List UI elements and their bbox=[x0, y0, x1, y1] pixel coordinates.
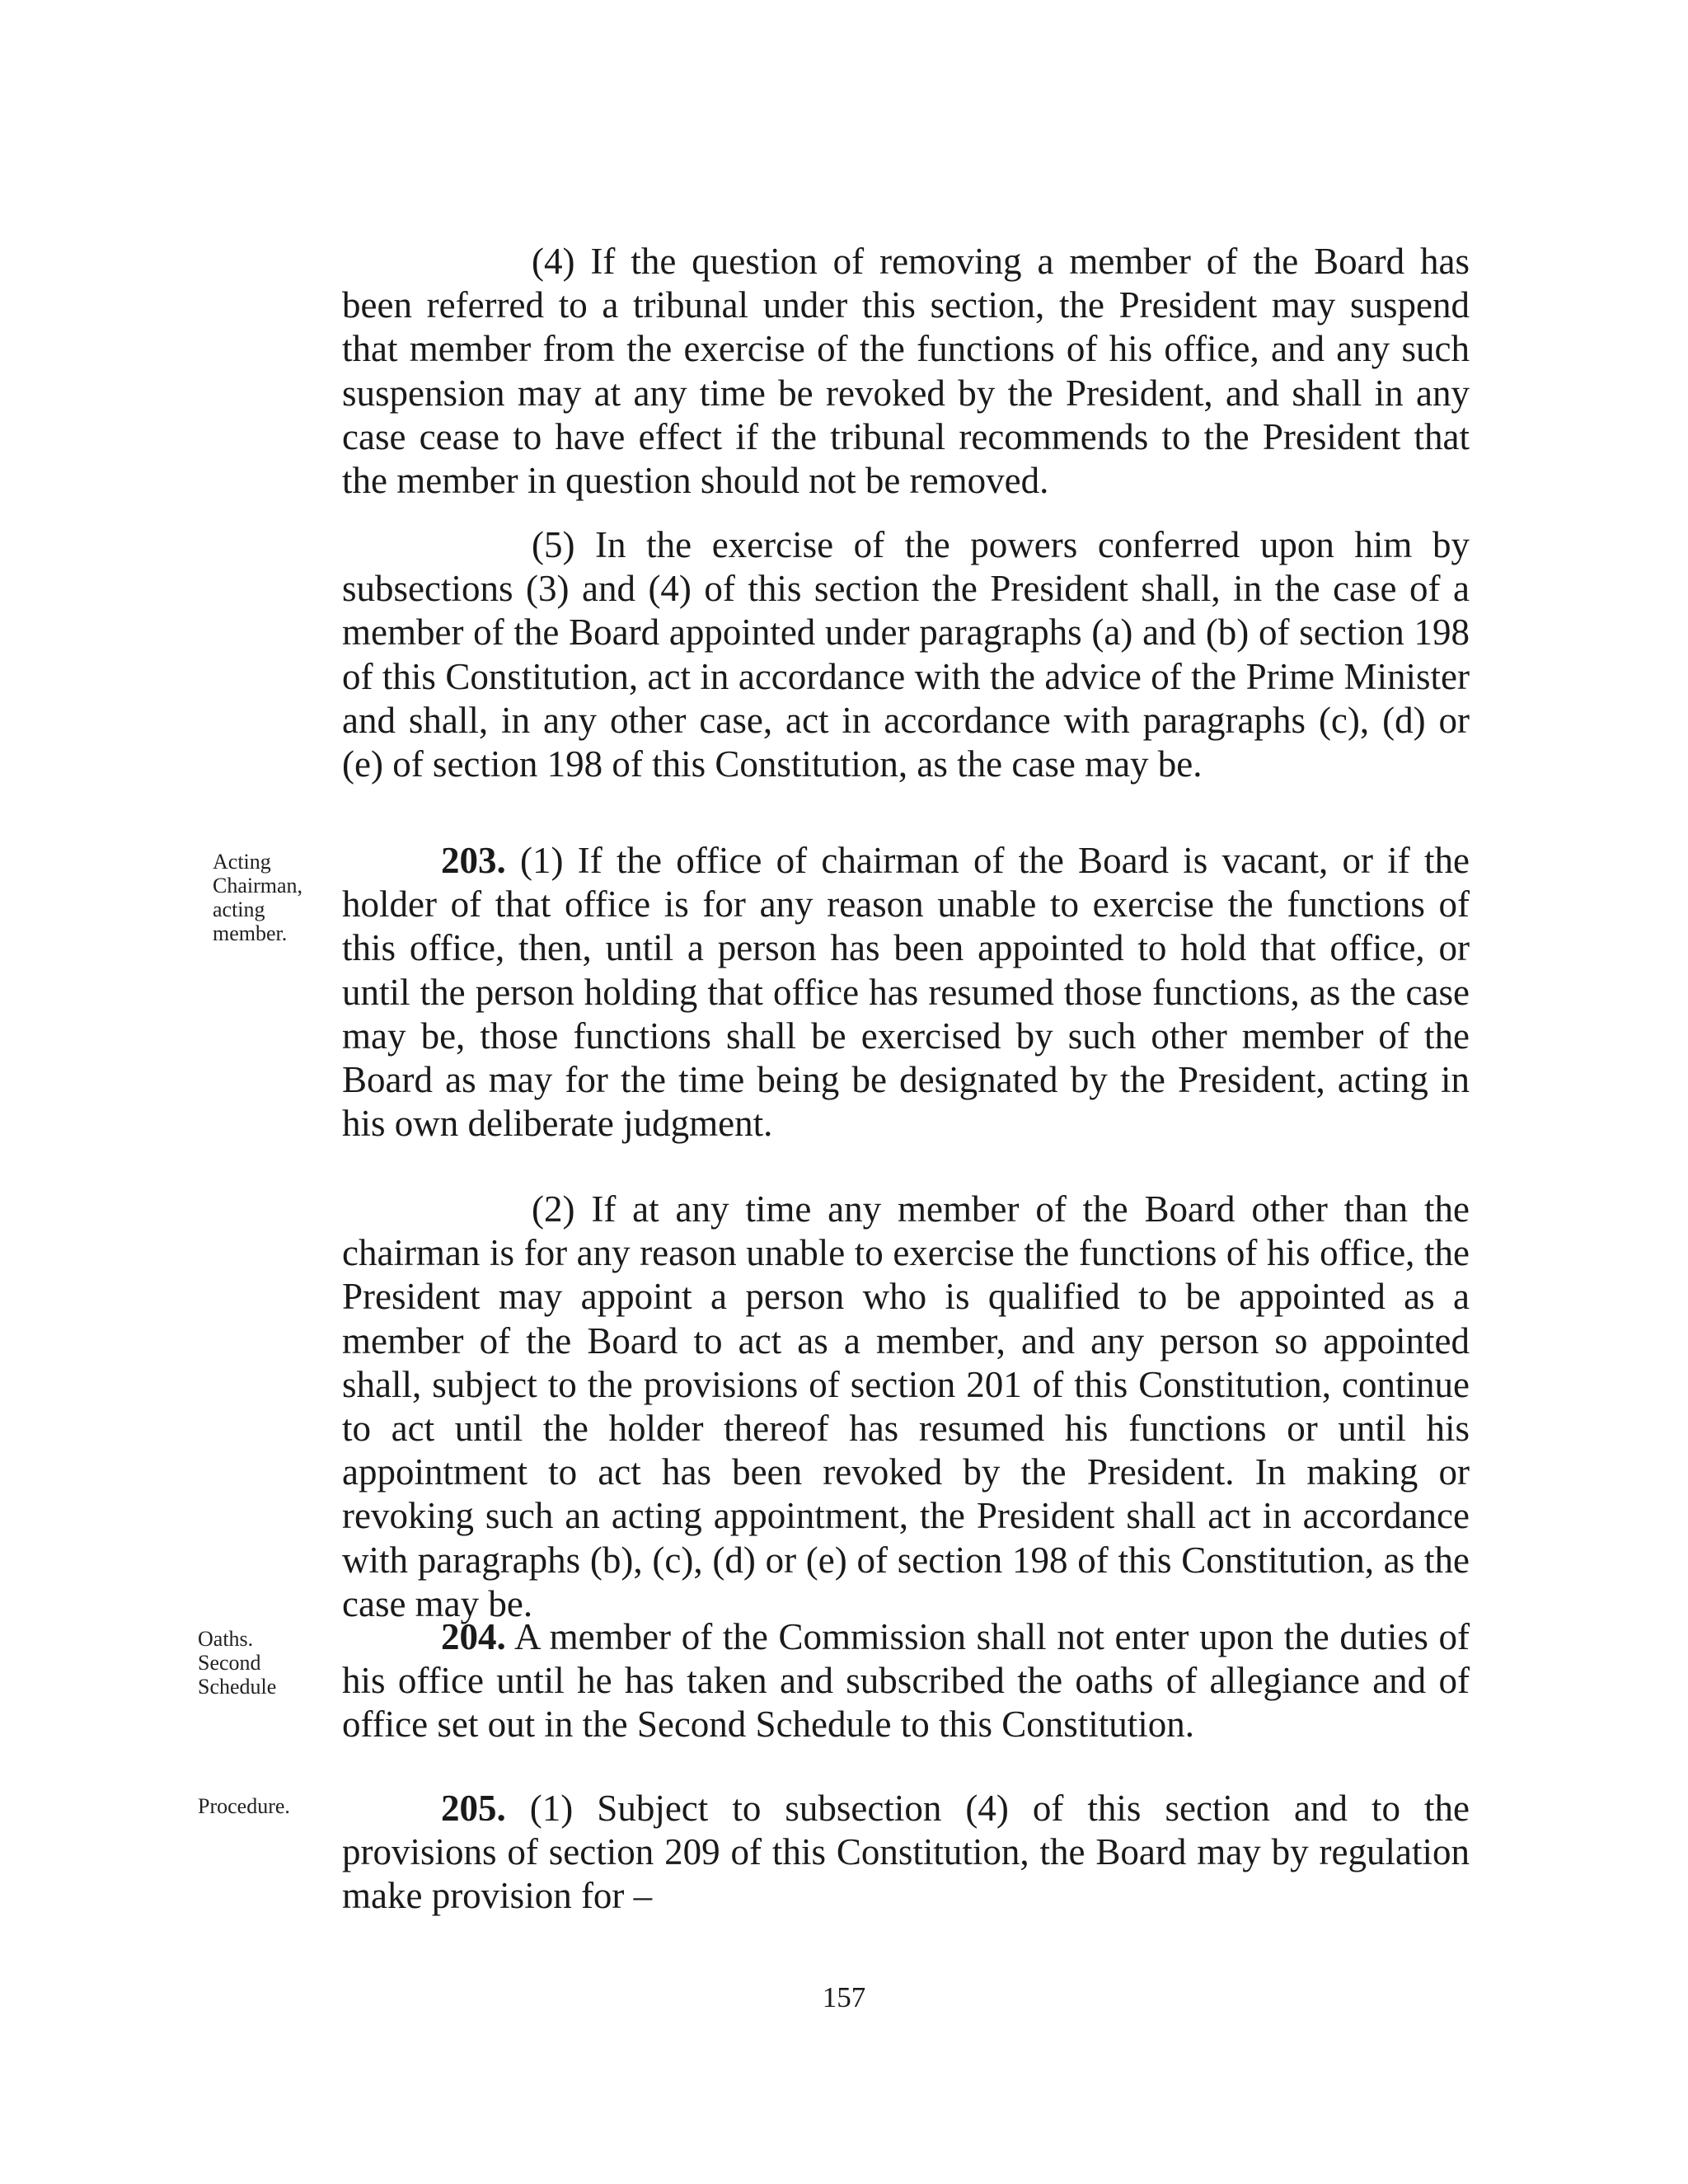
page-number: 157 bbox=[822, 1981, 866, 2013]
margin-note-line: member. bbox=[213, 921, 288, 945]
paragraph-203-1 bbox=[342, 839, 1470, 1146]
margin-note-line: Second bbox=[198, 1651, 261, 1675]
paragraph-text: A member of the Commission shall not enter upon the duties of his office until he has taken and subscribed the oaths of allegiance and of office set out in the Second Schedule to this Constitution. bbox=[342, 1616, 1470, 1746]
paragraph-text: (4) If the question of removing a member of the Board has been referred to a tribunal under this section, the President may suspend that member from the exercise of the functions of his office, and any such suspension may at any time be revoked by the President, and shall in any case cease to have effect if the tribunal recommends to the President that the member in question should not be removed. bbox=[342, 241, 1470, 502]
paragraph-203-2 bbox=[342, 1188, 1470, 1626]
paragraph-205-1 bbox=[342, 1787, 1470, 1919]
paragraph-text: (1) Subject to subsection (4) of this section and to the provisions of section 209 of this Constitution, the Board may by regulation make provision for – bbox=[342, 1788, 1470, 1917]
margin-note-line: Schedule bbox=[198, 1675, 277, 1699]
paragraph-text: (5) In the exercise of the powers conferred upon him by subsections (3) and (4) of this section the President shall, in the case of a member of the Board appointed under paragraphs (a) and (b) of section 198 of this Constitution, act in accordance with the advice of the Prime Minister and shall, in any other case, act in accordance with paragraphs (c), (d) or (e) of section 198 of this Constitution, as the case may be. bbox=[342, 524, 1470, 785]
section-number-203: 203. bbox=[441, 840, 506, 881]
paragraph-text: (2) If at any time any member of the Board other than the chairman is for any reason unable to exercise the functions of his office, the President may appoint a person who is qualified to be appointed as a member of the Board to act as a member, and any person so appointed shall, subject to the provisions of section 201 of this Constitution, continue to act until the holder thereof has resumed his functions or until his appointment to act has been revoked by the President. In making or revoking such an acting appointment, the President shall act in accordance with paragraphs (b), (c), (d) or (e) of section 198 of this Constitution, as the case may be. bbox=[342, 1188, 1470, 1624]
margin-note-acting-chairman bbox=[213, 850, 302, 945]
paragraph-204 bbox=[342, 1615, 1470, 1747]
margin-note-line: Chairman, bbox=[213, 874, 303, 898]
section-number-205: 205. bbox=[441, 1788, 506, 1829]
margin-note-line: Oaths. bbox=[198, 1627, 254, 1651]
margin-note-line: Procedure. bbox=[198, 1794, 290, 1818]
paragraph-202-4 bbox=[342, 240, 1470, 503]
margin-note-line: Acting bbox=[213, 850, 271, 874]
margin-note-oaths bbox=[198, 1627, 276, 1699]
paragraph-text: (1) If the office of chairman of the Board is vacant, or if the holder of that office is for any reason unable to exercise the functions of this office, then, until a person has been appointed to hold that office, or until the person holding that office has resumed those functions, as the case may be, those functions shall be exercised by such other member of the Board as may for the time being be designated by the President, acting in his own deliberate judgment. bbox=[342, 840, 1470, 1145]
margin-note-procedure bbox=[198, 1794, 290, 1818]
paragraph-202-5 bbox=[342, 523, 1470, 786]
section-number-204: 204. bbox=[441, 1616, 506, 1657]
margin-note-line: acting bbox=[213, 898, 265, 921]
